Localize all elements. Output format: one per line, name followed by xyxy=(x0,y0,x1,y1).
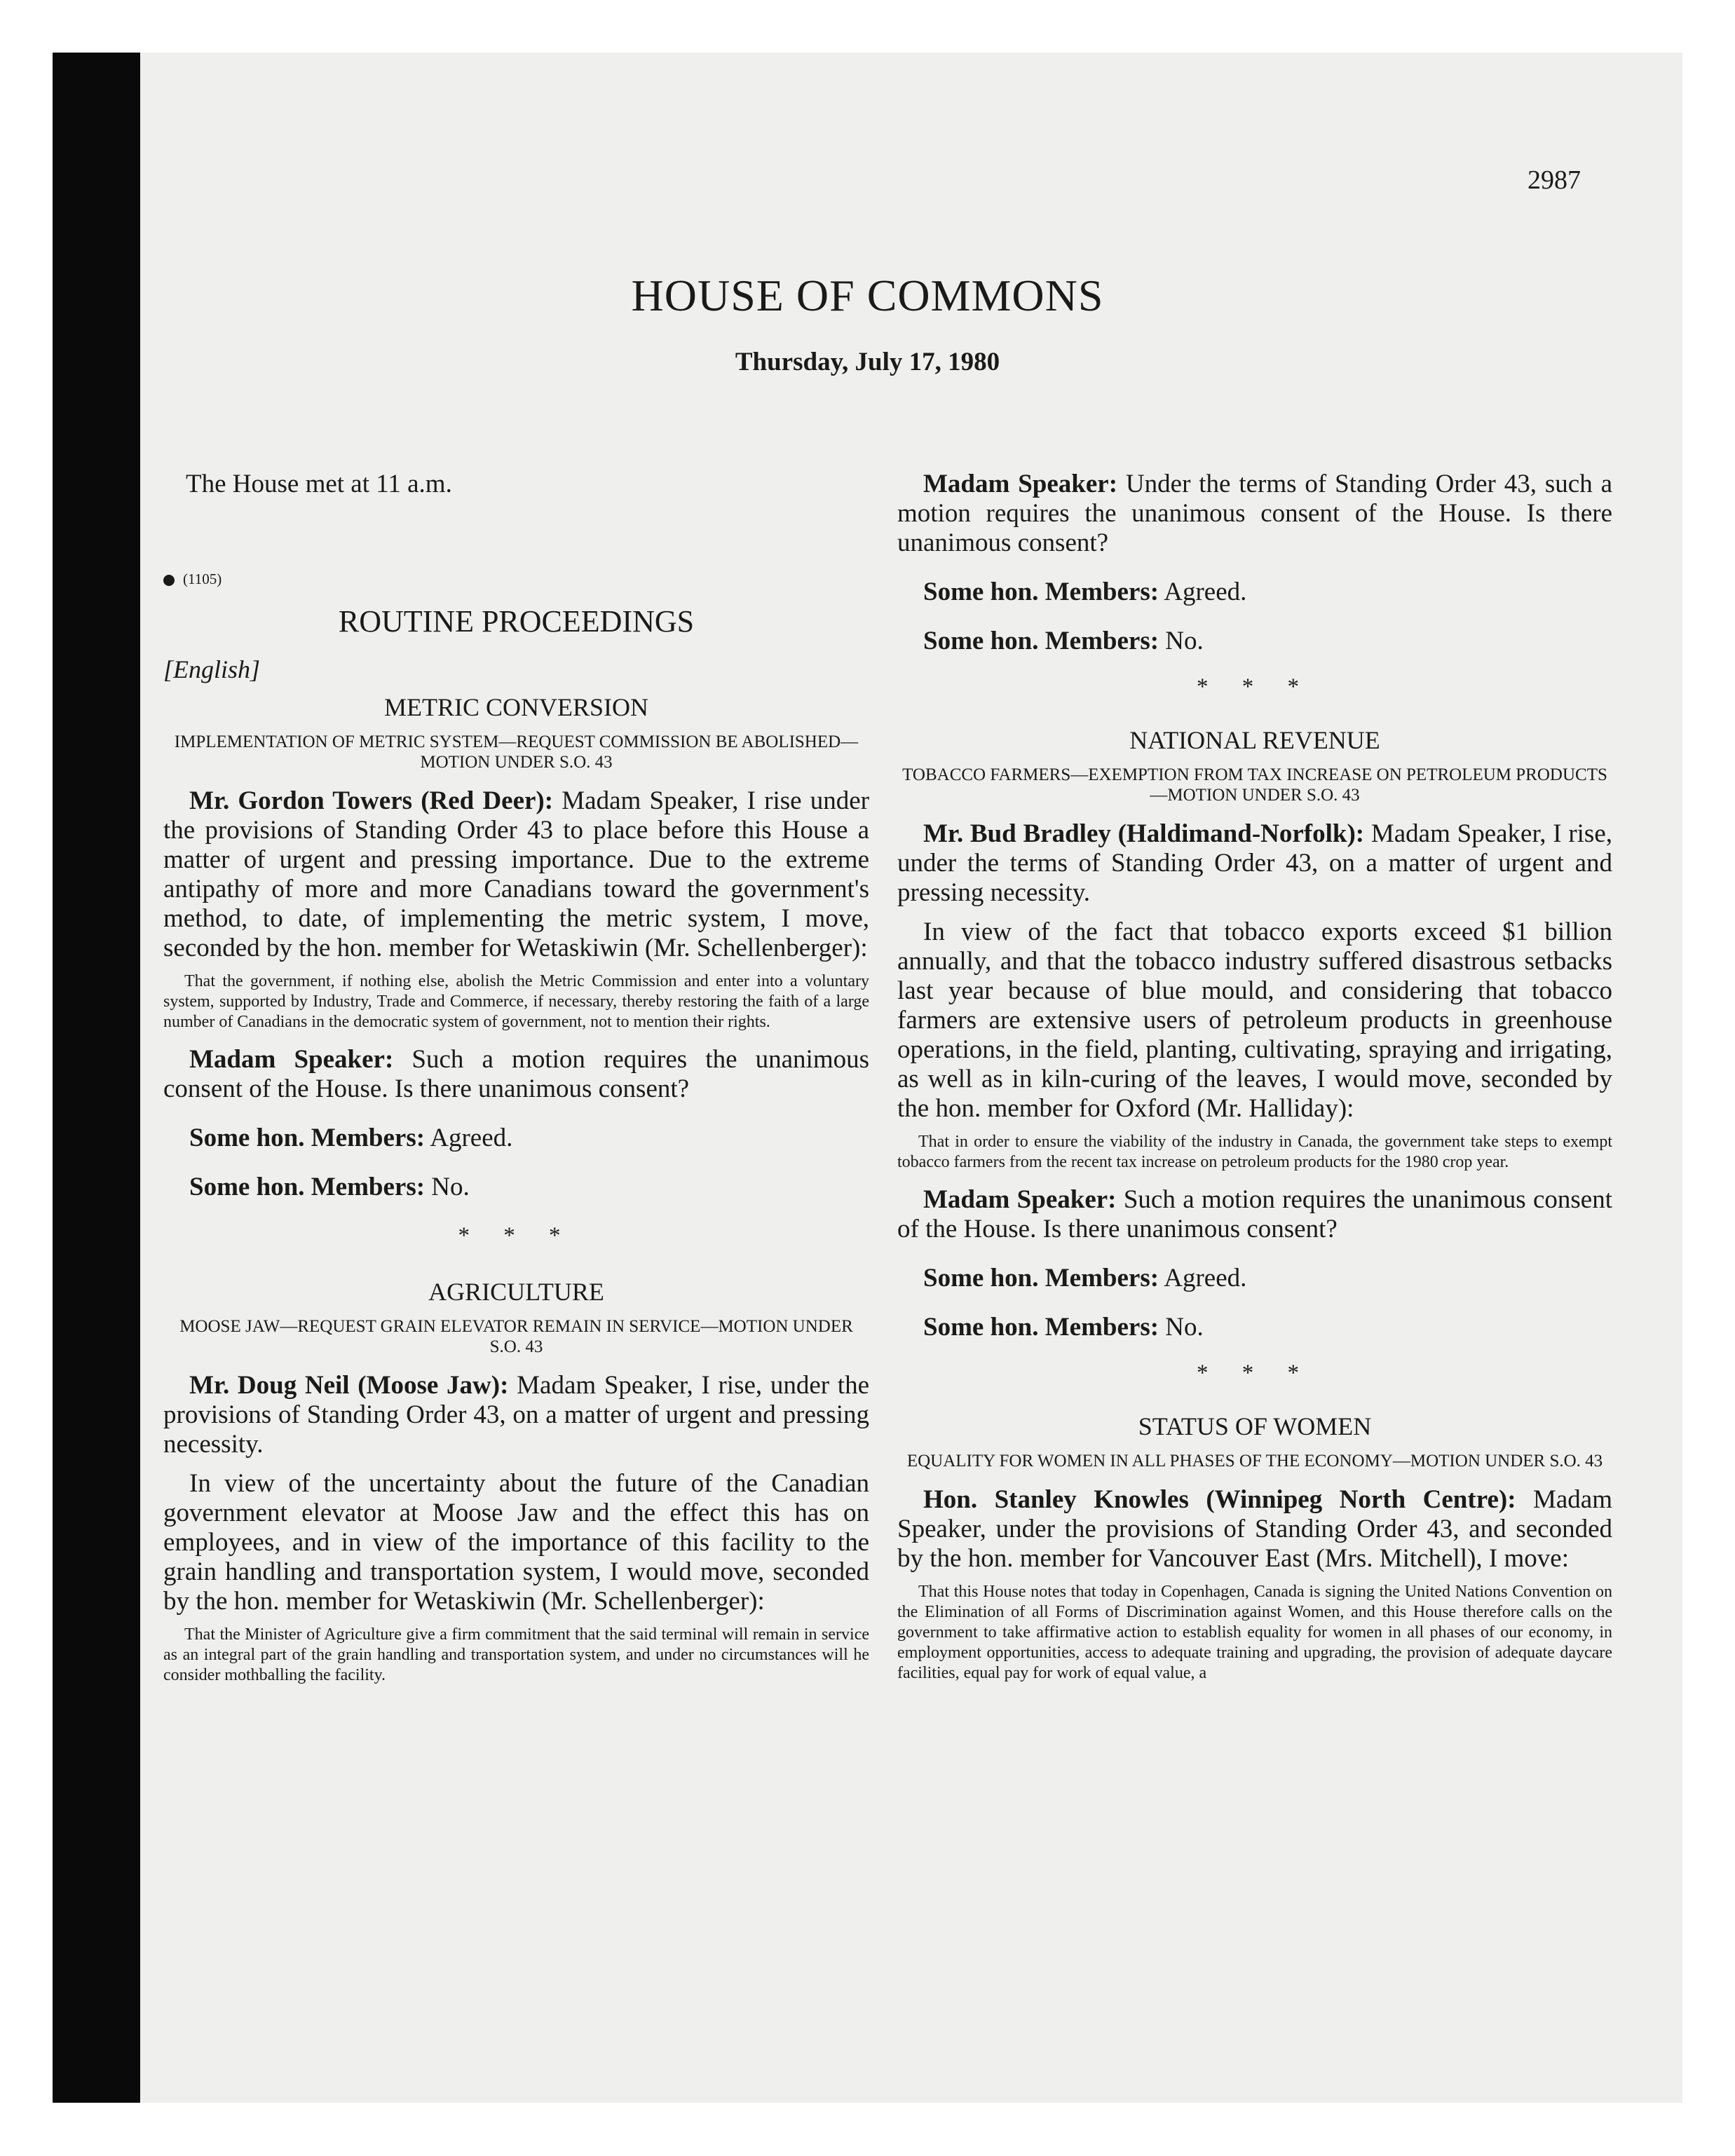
section-separator: * * * xyxy=(458,1223,575,1248)
members-no-prev: Some hon. Members: No. xyxy=(923,627,1204,655)
subheading-revenue: TOBACCO FARMERS—EXEMPTION FROM TAX INCREASE ON PETROLEUM PRODUCTS—MOTION UNDER S.O. 43 xyxy=(902,765,1607,805)
language-marker: [English] xyxy=(163,655,261,683)
bullet-icon xyxy=(163,575,175,586)
speech-bradley-para2: In view of the fact that tobacco exports exceed $1 billion annually, and that the tobacco industry suffered disastrous setbacks last year because of blue mould, and considering that tobacco farmers are extensive users of petroleum products in greenhouse operations, in the field, planting, cultivating, spraying and irrigating, as well as in kiln-curing of the leaves, I would move, seconded by the hon. member for Oxford (Mr. Halliday): xyxy=(897,917,1612,1123)
speaker-reply-revenue: Madam Speaker: Such a motion requires the unanimous consent of the House. Is there unanimous consent? xyxy=(897,1185,1612,1243)
opening-line: The House met at 11 a.m. xyxy=(186,470,452,498)
heading-revenue: NATIONAL REVENUE xyxy=(1129,726,1380,754)
speech-neil-para2: In view of the uncertainty about the future of the Canadian government elevator at Moose Jaw and the effect this has on employees, and in view of the importance of this facility to the grain handling and transportation system, I would move, seconded by the hon. member for Wetaskiwin (Mr. Schellenberger): xyxy=(163,1469,869,1616)
motion-revenue: That in order to ensure the viability of the industry in Canada, the government take steps to exempt tobacco farmers from the recent tax increase on petroleum products for the 1980 crop year. xyxy=(897,1133,1612,1171)
scanned-page xyxy=(53,53,1682,2103)
page-number: 2987 xyxy=(1528,165,1581,195)
heading-women: STATUS OF WOMEN xyxy=(1138,1412,1372,1440)
speaker-reply-metric: Madam Speaker: Such a motion requires the unanimous consent of the House. Is there unanimous consent? xyxy=(163,1045,869,1103)
speech-knowles: Hon. Stanley Knowles (Winnipeg North Centre): Madam Speaker, under the provisions of Standing Order 43, and seconded by the hon. member for Vancouver East (Mrs. Mitchell), I move: xyxy=(897,1485,1613,1573)
speaker-reply-prev: Madam Speaker: Under the terms of Standing Order 43, such a motion requires the unanimous consent of the House. Is there unanimous consent? xyxy=(897,470,1612,557)
speech-towers: Mr. Gordon Towers (Red Deer): Madam Speaker, I rise under the provisions of Standing Order 43 to place before this House a matter of urgent and pressing importance. Due to the extreme antipathy of more and more Canadians toward the government's method, to date, of implementing the metric system, I move, seconded by the hon. member for Wetaskiwin (Mr. Schellenberger): xyxy=(163,786,869,962)
binding-shadow-lower xyxy=(53,1875,123,2103)
speech-bradley: Mr. Bud Bradley (Haldimand-Norfolk): Madam Speaker, I rise, under the terms of Standing Order 43, on a matter of urgent and pressing necessity. xyxy=(897,819,1613,907)
left-column xyxy=(163,470,869,1686)
sitting-date: Thursday, July 17, 1980 xyxy=(735,348,1000,376)
time-marker: (1105) xyxy=(163,571,869,588)
speaker-name: Mr. Bud Bradley (Haldimand-Norfolk): xyxy=(923,819,1365,848)
heading-agriculture: AGRICULTURE xyxy=(428,1278,604,1306)
motion-metric: That the government, if nothing else, abolish the Metric Commission and enter into a voluntary system, supported by Industry, Trade and Commerce, if necessary, thereby restoring the faith of a large number of Canadians in the democratic system of government, not to mention their rights. xyxy=(163,972,869,1031)
section-heading-routine: ROUTINE PROCEEDINGS xyxy=(338,604,695,639)
page-title: HOUSE OF COMMONS xyxy=(631,271,1104,320)
speaker-name: Hon. Stanley Knowles (Winnipeg North Centre): xyxy=(923,1485,1516,1514)
speech-neil: Mr. Doug Neil (Moose Jaw): Madam Speaker, I rise, under the provisions of Standing Order 43, on a matter of urgent and pressing necessity. xyxy=(163,1371,869,1459)
right-column xyxy=(897,470,1612,1684)
members-no-revenue: Some hon. Members: No. xyxy=(923,1313,1204,1342)
members-agreed-prev: Some hon. Members: Agreed. xyxy=(923,578,1247,606)
subheading-agriculture: MOOSE JAW—REQUEST GRAIN ELEVATOR REMAIN IN SERVICE—MOTION UNDER S.O. 43 xyxy=(179,1317,853,1356)
members-agreed-revenue: Some hon. Members: Agreed. xyxy=(923,1264,1247,1292)
section-separator: * * * xyxy=(1197,1360,1313,1386)
motion-women: That this House notes that today in Copenhagen, Canada is signing the United Nations Convention on the Elimination of all Forms of Discrimination against Women, and this House therefore calls on the government to take affirmative action to establish equality for women in all phases of our economy, in employment opportunities, access to adequate training and upgrading, the provision of adequate daycare facilities, equal pay for work of equal value, a xyxy=(897,1583,1612,1682)
speaker-name: Mr. Doug Neil (Moose Jaw): xyxy=(189,1371,509,1400)
motion-agriculture: That the Minister of Agriculture give a firm commitment that the said terminal will remain in service as an integral part of the grain handling and transportation system, and under no circumstances will he consider mothballing the facility. xyxy=(163,1625,869,1684)
section-separator: * * * xyxy=(1197,674,1313,700)
heading-metric: METRIC CONVERSION xyxy=(383,693,648,721)
members-no-metric: Some hon. Members: No. xyxy=(189,1173,470,1201)
members-agreed-metric: Some hon. Members: Agreed. xyxy=(189,1124,513,1152)
subheading-metric: IMPLEMENTATION OF METRIC SYSTEM—REQUEST COMMISSION BE ABOLISHED—MOTION UNDER S.O. 43 xyxy=(174,732,859,772)
speaker-name: Mr. Gordon Towers (Red Deer): xyxy=(189,786,554,815)
subheading-women: EQUALITY FOR WOMEN IN ALL PHASES OF THE ECONOMY—MOTION UNDER S.O. 43 xyxy=(906,1452,1603,1471)
